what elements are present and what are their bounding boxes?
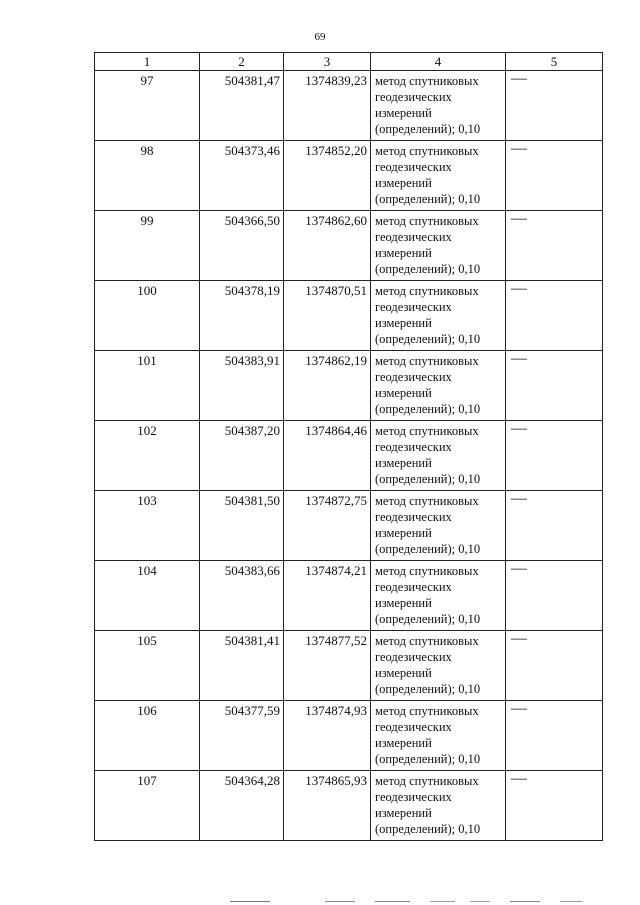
table-row bbox=[95, 141, 603, 211]
coordinate-x-cell: 504381,47 bbox=[200, 71, 284, 141]
note-cell: — bbox=[506, 351, 603, 421]
coordinate-x-cell: 504378,19 bbox=[200, 281, 284, 351]
point-number-cell: 100 bbox=[95, 281, 200, 351]
point-number-cell: 103 bbox=[95, 491, 200, 561]
table-row bbox=[95, 491, 603, 561]
point-number-cell: 101 bbox=[95, 351, 200, 421]
coordinates-table bbox=[94, 52, 603, 841]
coordinate-y-cell: 1374862,19 bbox=[284, 351, 371, 421]
column-header-5: 5 bbox=[506, 53, 603, 71]
coordinate-y-cell: 1374870,51 bbox=[284, 281, 371, 351]
coordinate-y-cell: 1374874,93 bbox=[284, 701, 371, 771]
note-cell: — bbox=[506, 631, 603, 701]
note-cell: — bbox=[506, 701, 603, 771]
point-number-cell: 98 bbox=[95, 141, 200, 211]
coordinate-y-cell: 1374852,20 bbox=[284, 141, 371, 211]
table-row bbox=[95, 71, 603, 141]
coordinate-x-cell: 504381,50 bbox=[200, 491, 284, 561]
coordinate-x-cell: 504377,59 bbox=[200, 701, 284, 771]
method-accuracy-cell: метод спутниковых геодезических измерений (определений); 0,10 bbox=[371, 701, 506, 771]
column-header-4: 4 bbox=[371, 53, 506, 71]
method-accuracy-cell: метод спутниковых геодезических измерений (определений); 0,10 bbox=[371, 351, 506, 421]
table-row bbox=[95, 631, 603, 701]
table-body bbox=[95, 71, 603, 841]
table-row bbox=[95, 421, 603, 491]
note-cell: — bbox=[506, 771, 603, 841]
point-number-cell: 97 bbox=[95, 71, 200, 141]
column-header-3: 3 bbox=[284, 53, 371, 71]
coordinate-x-cell: 504364,28 bbox=[200, 771, 284, 841]
table-row bbox=[95, 281, 603, 351]
note-cell: — bbox=[506, 211, 603, 281]
coordinate-x-cell: 504373,46 bbox=[200, 141, 284, 211]
table-row bbox=[95, 211, 603, 281]
table-row bbox=[95, 771, 603, 841]
coordinate-x-cell: 504387,20 bbox=[200, 421, 284, 491]
point-number-cell: 107 bbox=[95, 771, 200, 841]
coordinate-x-cell: 504381,41 bbox=[200, 631, 284, 701]
table-header bbox=[95, 53, 603, 71]
coordinate-x-cell: 504383,66 bbox=[200, 561, 284, 631]
method-accuracy-cell: метод спутниковых геодезических измерений (определений); 0,10 bbox=[371, 71, 506, 141]
method-accuracy-cell: метод спутниковых геодезических измерений (определений); 0,10 bbox=[371, 491, 506, 561]
note-cell: — bbox=[506, 561, 603, 631]
method-accuracy-cell: метод спутниковых геодезических измерений (определений); 0,10 bbox=[371, 771, 506, 841]
point-number-cell: 102 bbox=[95, 421, 200, 491]
point-number-cell: 104 bbox=[95, 561, 200, 631]
coordinate-y-cell: 1374865,93 bbox=[284, 771, 371, 841]
method-accuracy-cell: метод спутниковых геодезических измерений (определений); 0,10 bbox=[371, 211, 506, 281]
coordinate-y-cell: 1374872,75 bbox=[284, 491, 371, 561]
table-row bbox=[95, 701, 603, 771]
header-row bbox=[95, 53, 603, 71]
column-header-2: 2 bbox=[200, 53, 284, 71]
note-cell: — bbox=[506, 491, 603, 561]
method-accuracy-cell: метод спутниковых геодезических измерений (определений); 0,10 bbox=[371, 421, 506, 491]
point-number-cell: 105 bbox=[95, 631, 200, 701]
coordinate-y-cell: 1374874,21 bbox=[284, 561, 371, 631]
scan-artifacts bbox=[230, 900, 610, 903]
coordinate-y-cell: 1374864,46 bbox=[284, 421, 371, 491]
coordinate-x-cell: 504383,91 bbox=[200, 351, 284, 421]
method-accuracy-cell: метод спутниковых геодезических измерений (определений); 0,10 bbox=[371, 141, 506, 211]
note-cell: — bbox=[506, 281, 603, 351]
method-accuracy-cell: метод спутниковых геодезических измерений (определений); 0,10 bbox=[371, 281, 506, 351]
note-cell: — bbox=[506, 141, 603, 211]
note-cell: — bbox=[506, 421, 603, 491]
note-cell: — bbox=[506, 71, 603, 141]
coordinate-y-cell: 1374839,23 bbox=[284, 71, 371, 141]
coordinate-x-cell: 504366,50 bbox=[200, 211, 284, 281]
coordinate-y-cell: 1374862,60 bbox=[284, 211, 371, 281]
point-number-cell: 99 bbox=[95, 211, 200, 281]
table-row bbox=[95, 351, 603, 421]
page-number: 69 bbox=[314, 31, 326, 43]
point-number-cell: 106 bbox=[95, 701, 200, 771]
column-header-1: 1 bbox=[95, 53, 200, 71]
table-row bbox=[95, 561, 603, 631]
method-accuracy-cell: метод спутниковых геодезических измерений (определений); 0,10 bbox=[371, 561, 506, 631]
coordinate-y-cell: 1374877,52 bbox=[284, 631, 371, 701]
method-accuracy-cell: метод спутниковых геодезических измерений (определений); 0,10 bbox=[371, 631, 506, 701]
